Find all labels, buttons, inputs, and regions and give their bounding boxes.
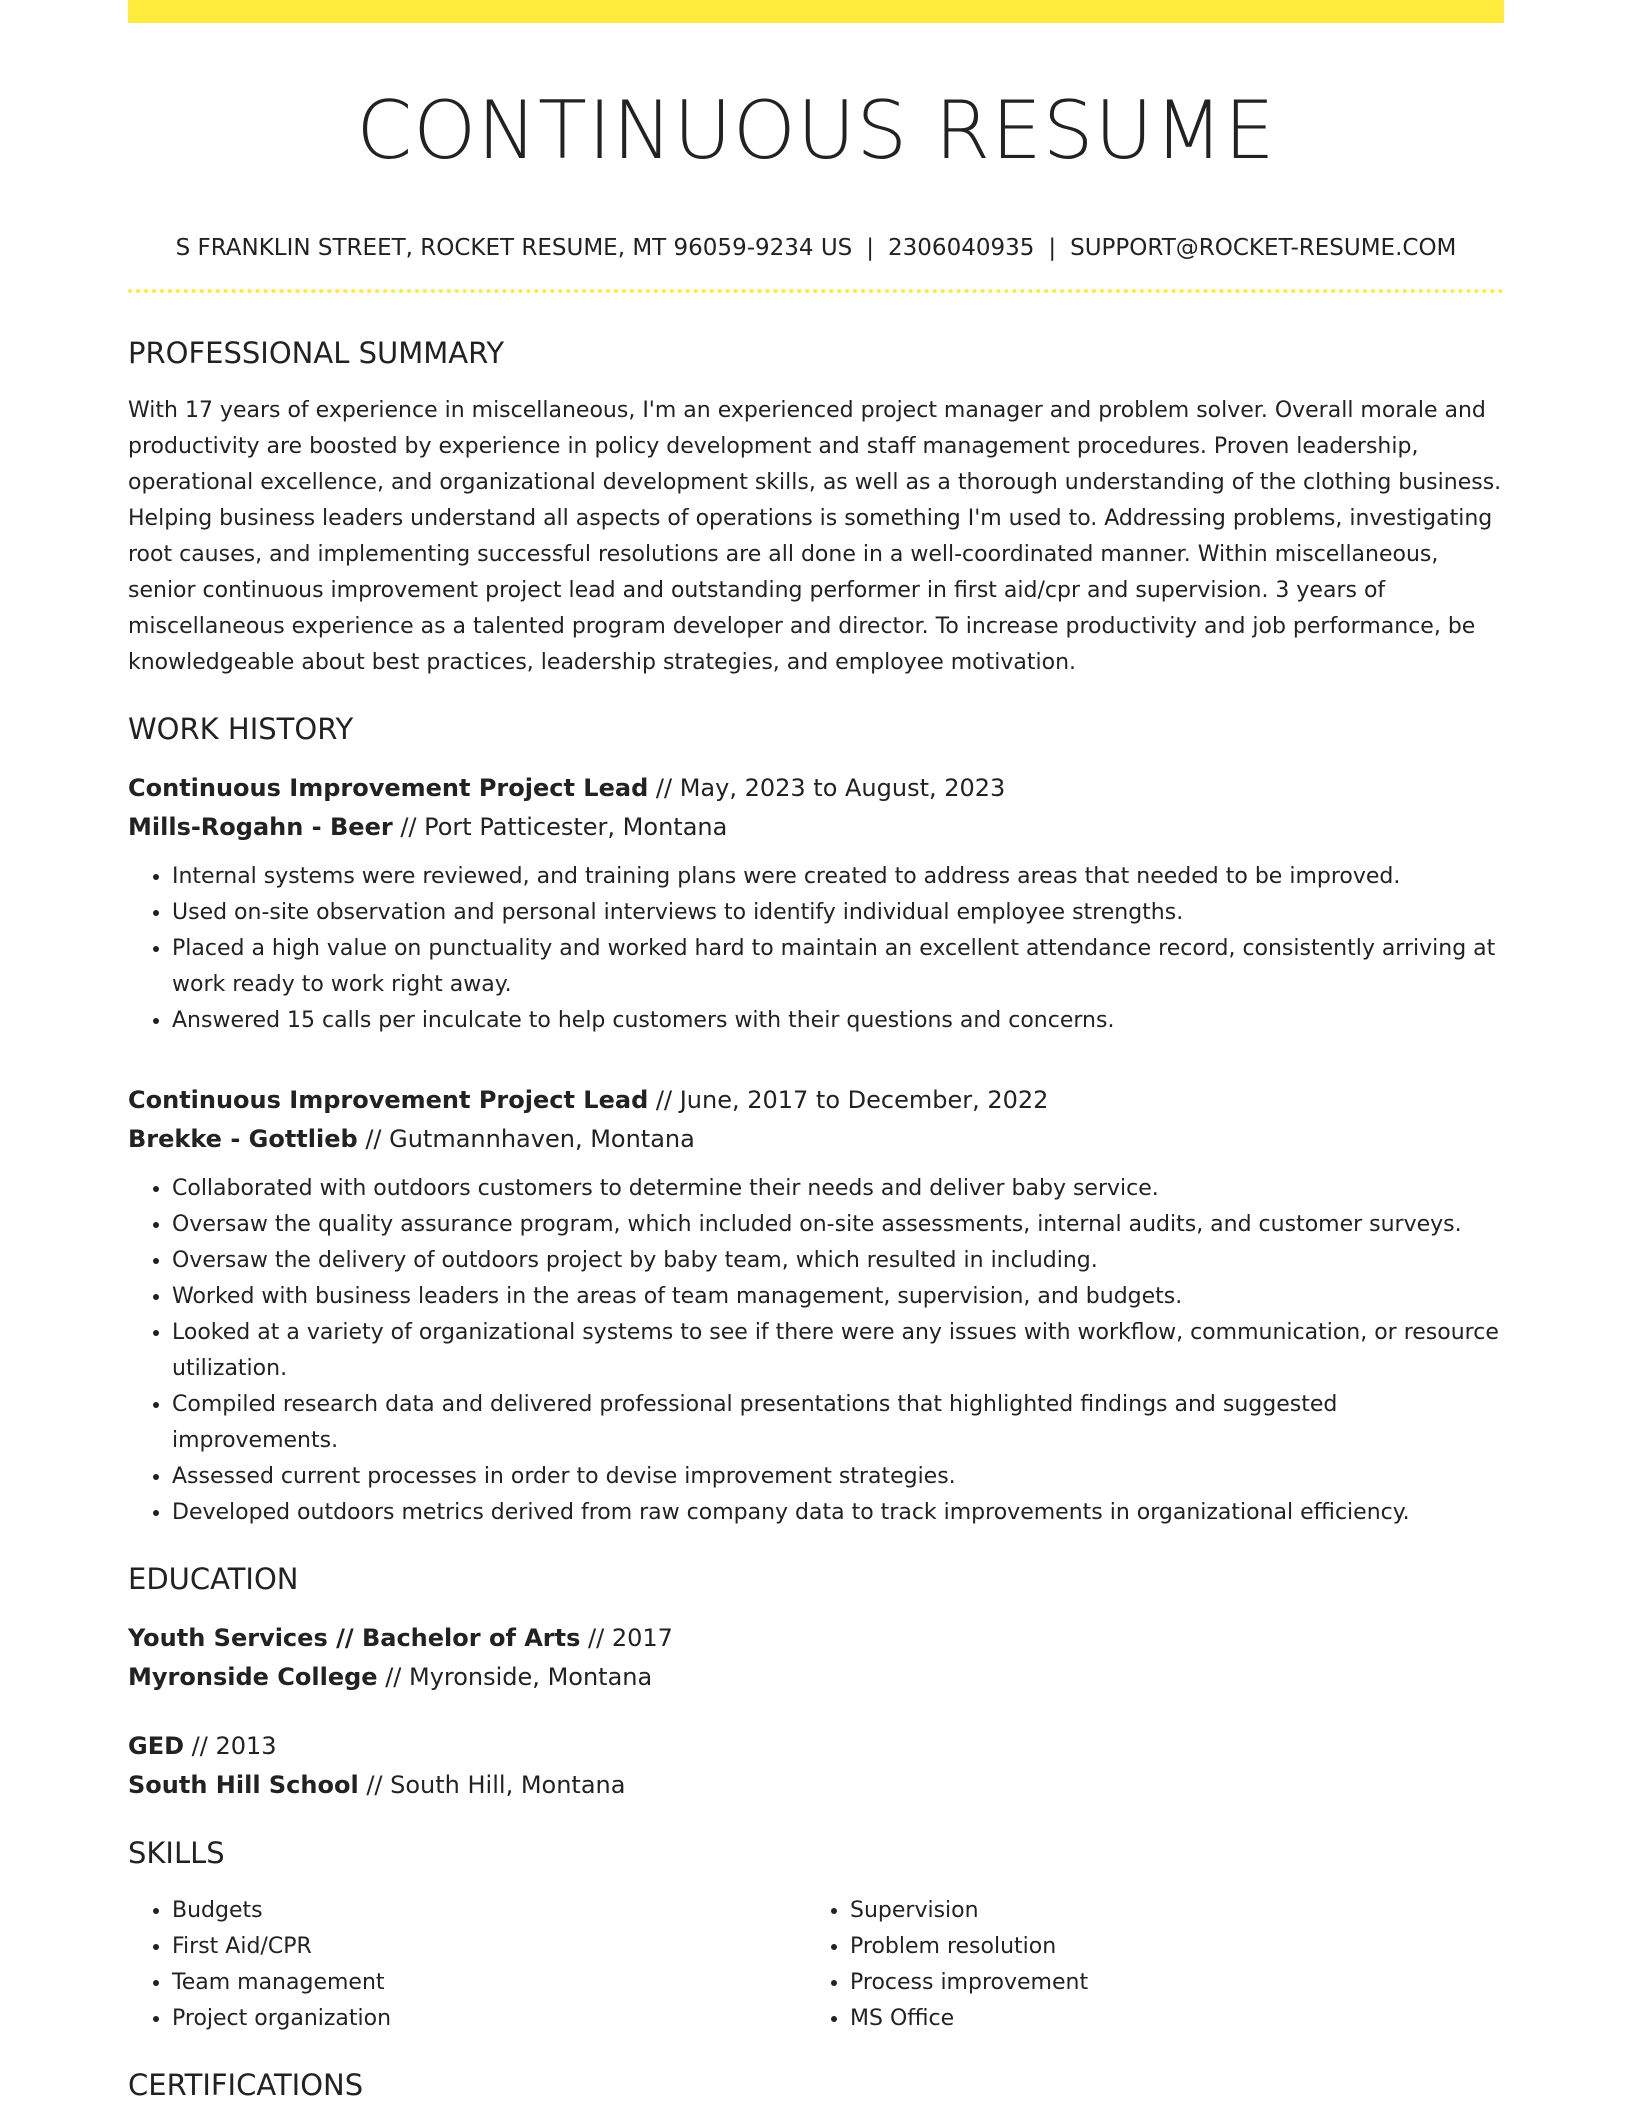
- education-entry: [128, 1619, 1504, 1697]
- education-degree-row: [128, 1619, 1504, 1658]
- education-section: [128, 1561, 1504, 1805]
- section-heading: PROFESSIONAL SUMMARY: [128, 336, 505, 370]
- list-item: • Oversaw the delivery of outdoors project by baby team, which resulted in including.: [172, 1243, 1504, 1279]
- skill-item: • Project organization: [172, 2001, 806, 2037]
- skill-item: • Budgets: [172, 1893, 806, 1929]
- skill-item: • Supervision: [850, 1893, 1484, 1929]
- education-location: // Myronside, Montana: [377, 1663, 653, 1691]
- job-company-row: [128, 1120, 1504, 1159]
- skills-left-column: [128, 1893, 806, 2037]
- summary-section: [128, 335, 1504, 681]
- job-company-row: [128, 808, 1504, 847]
- education-school-row: [128, 1658, 1504, 1697]
- list-item: • Assessed current processes in order to devise improvement strategies.: [172, 1459, 1504, 1495]
- job-company: Brekke - Gottlieb: [128, 1125, 358, 1153]
- contact-phone: 2306040935: [888, 235, 1035, 261]
- resume-name: CONTINUOUS RESUME: [356, 84, 1276, 177]
- job-dates: // May, 2023 to August, 2023: [648, 774, 1006, 802]
- work-history-section: [128, 711, 1504, 1531]
- job-title-row: [128, 769, 1504, 808]
- section-heading: CERTIFICATIONS: [128, 2068, 364, 2102]
- job-dates: // June, 2017 to December, 2022: [648, 1086, 1049, 1114]
- job-entry: [128, 1081, 1504, 1531]
- job-title: Continuous Improvement Project Lead: [128, 1086, 649, 1114]
- section-heading: EDUCATION: [128, 1562, 299, 1596]
- list-item: • Placed a high value on punctuality and worked hard to maintain an excellent attendance record, consistently arriving at work ready to work right away.: [172, 931, 1504, 1003]
- list-item: • Collaborated with outdoors customers to determine their needs and deliver baby service.: [172, 1171, 1504, 1207]
- section-heading: WORK HISTORY: [128, 712, 354, 746]
- list-item: • Worked with business leaders in the areas of team management, supervision, and budgets.: [172, 1279, 1504, 1315]
- skill-item: • Team management: [172, 1965, 806, 2001]
- education-school: South Hill School: [128, 1771, 359, 1799]
- section-heading: SKILLS: [128, 1836, 225, 1870]
- contact-separator: |: [1048, 235, 1057, 261]
- list-item: • Looked at a variety of organizational systems to see if there were any issues with workflow, communication, or resource utilization.: [172, 1315, 1504, 1387]
- education-year: // 2013: [184, 1732, 277, 1760]
- skill-item: • MS Office: [850, 2001, 1484, 2037]
- accent-top-bar: [128, 0, 1504, 23]
- job-title: Continuous Improvement Project Lead: [128, 774, 649, 802]
- list-item: • Answered 15 calls per inculcate to help customers with their questions and concerns.: [172, 1003, 1504, 1039]
- list-item: • Developed outdoors metrics derived from raw company data to track improvements in organizational efficiency.: [172, 1495, 1504, 1531]
- skills-columns: [128, 1893, 1504, 2037]
- list-item: • Compiled research data and delivered professional presentations that highlighted findings and suggested improvements.: [172, 1387, 1504, 1459]
- job-location: // Port Patticester, Montana: [392, 813, 728, 841]
- certifications-section: [128, 2067, 1504, 2103]
- contact-line: [128, 233, 1504, 263]
- skills-section: [128, 1835, 1504, 2037]
- education-school: Myronside College: [128, 1663, 378, 1691]
- contact-email[interactable]: SUPPORT@ROCKET-RESUME.COM: [1070, 235, 1457, 261]
- list-item: • Internal systems were reviewed, and training plans were created to address areas that needed to be improved.: [172, 859, 1504, 895]
- list-item: • Used on-site observation and personal interviews to identify individual employee strengths.: [172, 895, 1504, 931]
- education-school-row: [128, 1766, 1504, 1805]
- job-title-row: [128, 1081, 1504, 1120]
- skills-right-column: [806, 1893, 1484, 2037]
- education-year: // 2017: [580, 1624, 673, 1652]
- education-entry: [128, 1727, 1504, 1805]
- skill-item: • Problem resolution: [850, 1929, 1484, 1965]
- job-location: // Gutmannhaven, Montana: [357, 1125, 695, 1153]
- dotted-divider: [128, 289, 1504, 293]
- job-entry: [128, 769, 1504, 1039]
- job-bullets: [128, 1171, 1504, 1531]
- job-company: Mills-Rogahn - Beer: [128, 813, 393, 841]
- contact-address: S FRANKLIN STREET, ROCKET RESUME, MT 96059-9234 US: [175, 235, 853, 261]
- skill-item: • Process improvement: [850, 1965, 1484, 2001]
- education-location: // South Hill, Montana: [358, 1771, 626, 1799]
- contact-separator: |: [866, 235, 875, 261]
- job-bullets: [128, 859, 1504, 1039]
- education-degree: GED: [128, 1732, 185, 1760]
- list-item: • Oversaw the quality assurance program, which included on-site assessments, internal audits, and customer surveys.: [172, 1207, 1504, 1243]
- summary-text: With 17 years of experience in miscellaneous, I'm an experienced project manager and problem solver. Overall morale and productivity are boosted by experience in policy development and staff management procedures. Proven leadership, operational excellence, and organizational development skills, as well as a thorough understanding of the clothing business. Helping business leaders understand all aspects of operations is something I'm used to. Addressing problems, investigating root causes, and implementing successful resolutions are all done in a well-coordinated manner. Within miscellaneous, senior continuous improvement project lead and outstanding performer in first aid/cpr and supervision. 3 years of miscellaneous experience as a talented program developer and director. To increase productivity and job performance, be knowledgeable about best practices, leadership strategies, and employee motivation.: [128, 398, 1502, 675]
- education-degree-row: [128, 1727, 1504, 1766]
- education-degree: Youth Services // Bachelor of Arts: [128, 1624, 581, 1652]
- skill-item: • First Aid/CPR: [172, 1929, 806, 1965]
- resume-page: [128, 0, 1504, 2103]
